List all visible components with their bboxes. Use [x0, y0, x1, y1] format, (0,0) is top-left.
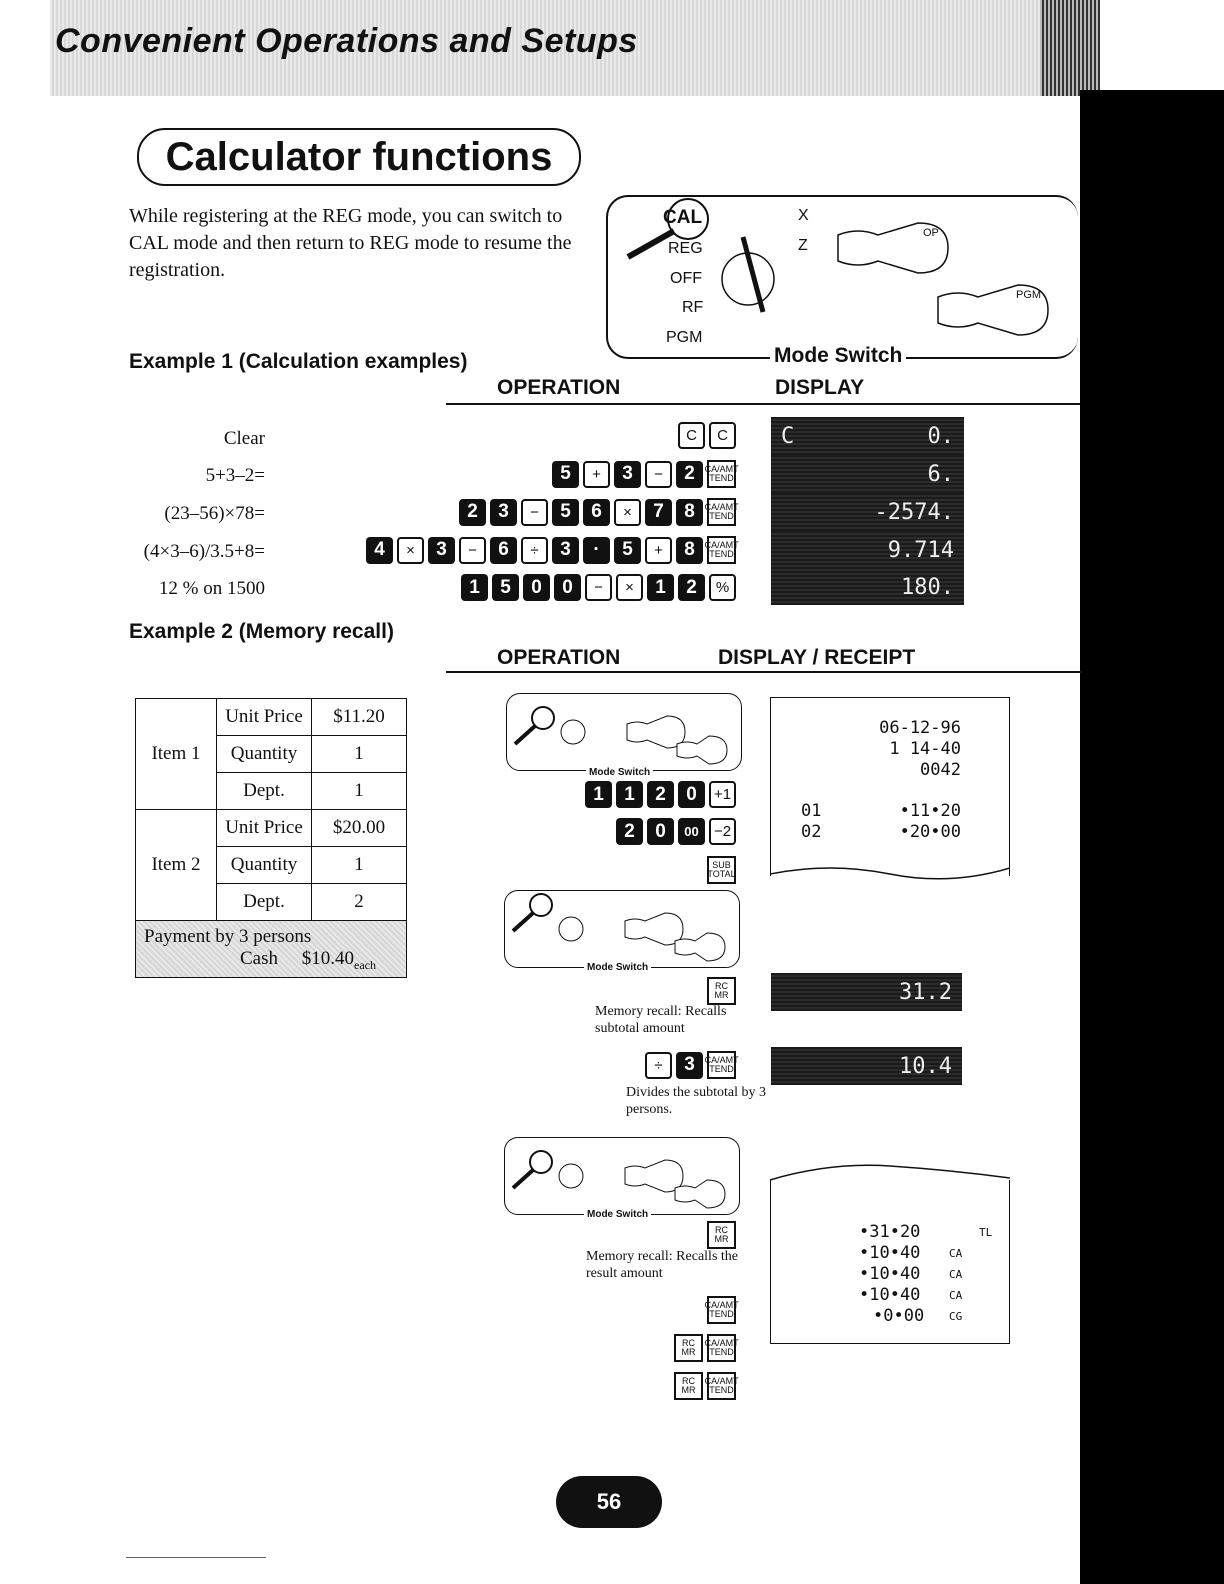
key-c: C [678, 422, 705, 449]
item1-label: Item 1 [136, 699, 217, 810]
mode-switch-box [606, 195, 1078, 359]
display-product [771, 493, 964, 531]
key-4: 4 [366, 537, 393, 564]
receipt1-line2-dept: 02 [801, 822, 822, 842]
key-ca-amt-tend: CA/AMT TEND [707, 1372, 736, 1400]
example1-display-header: DISPLAY [775, 376, 865, 399]
key-multiply: × [614, 499, 641, 526]
receipt2-line2-amount: •10•40 [859, 1243, 921, 1263]
item1-unit-price: $11.20 [312, 699, 407, 736]
key-ca-amt-tend: CA/AMT TEND [707, 1051, 736, 1079]
key-1: 1 [647, 574, 674, 601]
op-keys-subtotal [660, 856, 736, 884]
payment-cash-line [144, 948, 398, 973]
receipt1-line2-amount: •20•00 [899, 822, 961, 842]
intro-text: While registering at the REG mode, you can switch to CAL mode and then return to REG mode to resume the registration. [129, 205, 572, 281]
display-sum-value: 6. [927, 461, 954, 487]
key-multiply: × [616, 574, 643, 601]
mode-reg-label: REG [668, 240, 703, 257]
op-keys-item2 [560, 818, 736, 845]
key-ca-amt-tend: CA/AMT TEND [707, 536, 736, 564]
key-minus: − [459, 537, 486, 564]
mini-mode-label-2: Mode Switch [584, 962, 651, 973]
receipt2-line4-mark: CA [949, 1289, 963, 1302]
mini-mode-switch-reg-1 [506, 693, 742, 771]
receipt2-line2 [771, 1243, 1009, 1264]
receipt2-line3-amount: •10•40 [859, 1264, 921, 1284]
receipt2-line1 [771, 1222, 1009, 1243]
mode-rf-label: RF [682, 299, 704, 316]
key-sub-total: SUB TOTAL [707, 856, 736, 884]
item2-quantity-label: Quantity [217, 847, 312, 884]
item2-quantity: 1 [312, 847, 407, 884]
op-keys-mr-1 [700, 977, 736, 1005]
right-black-bar [1080, 90, 1224, 1584]
op-keys-product [380, 498, 739, 526]
key-ca-amt-tend: CA/AMT TEND [707, 1334, 736, 1362]
receipt1-line1 [771, 781, 1009, 822]
example2-operation-header: OPERATION [497, 646, 621, 669]
key-minus-2: −2 [709, 818, 736, 845]
cash-amount: $10.40 [301, 947, 354, 969]
mini-mode-label-3: Mode Switch [584, 1209, 651, 1220]
display-percent [771, 569, 964, 605]
receipt1-tear-edge [770, 860, 1010, 890]
display-division [771, 531, 964, 569]
key-7: 7 [645, 499, 672, 526]
display-sum [771, 455, 964, 493]
key-plus: + [645, 537, 672, 564]
op-keys-mr-tend-2 [630, 1372, 739, 1400]
header-title: Convenient Operations and Setups [55, 22, 638, 60]
mini-mode-illustration [505, 1138, 739, 1214]
receipt1-line1-dept: 01 [801, 801, 822, 821]
key-5: 5 [552, 461, 579, 488]
display-subtotal [771, 973, 962, 1011]
key-divide: ÷ [521, 537, 548, 564]
receipt2-line5-mark: CG [949, 1310, 963, 1323]
key-0: 0 [523, 574, 550, 601]
key-plus: + [583, 461, 610, 488]
key-3: 3 [676, 1052, 703, 1079]
key-8: 8 [676, 499, 703, 526]
row-label-product: (23–56)×78= [164, 503, 265, 524]
mode-cal-label: CAL [663, 207, 703, 228]
key-3: 3 [552, 537, 579, 564]
receipt1-line1-amount: •11•20 [899, 801, 961, 821]
key-2: 2 [616, 818, 643, 845]
mode-z-label: Z [798, 237, 808, 254]
item1-unit-price-label: Unit Price [217, 699, 312, 736]
key-minus: − [585, 574, 612, 601]
key-3: 3 [614, 461, 641, 488]
key-dot: · [583, 537, 610, 564]
item2-unit-price-label: Unit Price [217, 810, 312, 847]
receipt1-number: 0042 [920, 760, 961, 780]
receipt2-line4 [771, 1285, 1009, 1306]
key-5: 5 [492, 574, 519, 601]
note-divide: Divides the subtotal by 3 persons. [626, 1085, 766, 1117]
example2-rule [446, 671, 1082, 673]
key-rc-mr: RC MR [707, 977, 736, 1005]
mini-mode-switch-cal [504, 890, 740, 968]
items-table [135, 698, 407, 978]
mode-x-label: X [798, 207, 809, 224]
key-0: 0 [678, 781, 705, 808]
display-subtotal-value: 31.2 [899, 979, 952, 1005]
receipt1-date: 06-12-96 [879, 718, 961, 738]
payment-cell [136, 921, 407, 978]
receipt2-tear-edge [770, 1162, 1010, 1182]
item1-quantity-label: Quantity [217, 736, 312, 773]
op-keys-mr-tend-1 [630, 1334, 739, 1362]
key-8: 8 [676, 537, 703, 564]
key-c: C [709, 422, 736, 449]
item2-dept: 2 [312, 884, 407, 921]
op-keys-divide [600, 1051, 739, 1079]
op-keys-sum [440, 460, 739, 488]
example2-title: Example 2 (Memory recall) [129, 620, 394, 643]
key-plus-1: +1 [709, 781, 736, 808]
op-keys-clear [600, 422, 736, 449]
footer-rule [126, 1557, 266, 1558]
mini-mode-illustration [507, 694, 741, 770]
mini-mode-illustration [505, 891, 739, 967]
example1-rule [446, 403, 1080, 405]
key-1: 1 [616, 781, 643, 808]
section-title: Calculator functions [137, 128, 581, 186]
key-1: 1 [461, 574, 488, 601]
receipt2-line3 [771, 1264, 1009, 1285]
cash-each: each [354, 957, 376, 972]
display-percent-value: 180. [901, 574, 954, 600]
op-keys-mr-2 [700, 1221, 736, 1249]
key-ca-amt-tend: CA/AMT TEND [707, 498, 736, 526]
display-clear-left: C [781, 423, 795, 449]
key-percent: % [709, 574, 736, 601]
mode-switch-label: Mode Switch [770, 344, 906, 368]
display-product-value: -2574. [874, 499, 954, 525]
key-0: 0 [647, 818, 674, 845]
row-label-division: (4×3–6)/3.5+8= [143, 541, 265, 562]
receipt2-line5-amount: •0•00 [873, 1306, 925, 1326]
key-6: 6 [490, 537, 517, 564]
key-ca-amt-tend: CA/AMT TEND [707, 460, 736, 488]
op-keys-tend-1 [660, 1296, 739, 1324]
key-3: 3 [490, 499, 517, 526]
receipt2-line1-mark: TL [979, 1226, 993, 1239]
key-minus: − [645, 461, 672, 488]
receipt2-line5 [771, 1306, 1009, 1327]
receipt1-line2 [771, 822, 1009, 843]
key-1: 1 [585, 781, 612, 808]
key-op-label: OP [923, 227, 939, 239]
key-rc-mr: RC MR [674, 1334, 703, 1362]
key-rc-mr: RC MR [674, 1372, 703, 1400]
example1-operation-header: OPERATION [497, 376, 621, 399]
key-pgm-label: PGM [1016, 289, 1042, 301]
key-2: 2 [647, 781, 674, 808]
receipt1-time: 1 14-40 [889, 739, 961, 759]
key-5: 5 [552, 499, 579, 526]
key-00: 00 [678, 818, 705, 845]
display-clear [771, 417, 964, 455]
receipt2-lines [771, 1180, 1009, 1327]
row-label-clear: Clear [223, 428, 265, 449]
display-result [771, 1047, 962, 1085]
key-ca-amt-tend: CA/AMT TEND [707, 1296, 736, 1324]
receipt2-line4-amount: •10•40 [859, 1285, 921, 1305]
example1-title: Example 1 (Calculation examples) [129, 350, 468, 373]
key-2: 2 [678, 574, 705, 601]
display-clear-value: 0. [927, 423, 954, 449]
receipt2-line3-mark: CA [949, 1268, 963, 1281]
op-keys-percent [420, 574, 736, 601]
page-number: 56 [556, 1476, 662, 1528]
key-3: 3 [428, 537, 455, 564]
key-multiply: × [397, 537, 424, 564]
item2-label: Item 2 [136, 810, 217, 921]
mini-mode-label-1: Mode Switch [586, 767, 653, 778]
key-5: 5 [614, 537, 641, 564]
item1-dept: 1 [312, 773, 407, 810]
note-recall-subtotal: Memory recall: Recalls subtotal amount [595, 1004, 727, 1036]
mode-off-label: OFF [670, 270, 702, 287]
mode-pgm-label: PGM [666, 329, 703, 346]
row-label-sum: 5+3–2= [205, 465, 265, 486]
key-2: 2 [676, 461, 703, 488]
op-keys-item1 [560, 781, 736, 808]
cash-label: Cash [240, 947, 278, 969]
key-2: 2 [459, 499, 486, 526]
key-6: 6 [583, 499, 610, 526]
item1-quantity: 1 [312, 736, 407, 773]
receipt-2 [770, 1180, 1010, 1344]
receipt2-line2-mark: CA [949, 1247, 963, 1260]
op-keys-division [300, 536, 739, 564]
row-label-percent: 12 % on 1500 [158, 578, 265, 599]
item1-dept-label: Dept. [217, 773, 312, 810]
key-divide: ÷ [645, 1052, 672, 1079]
key-minus: − [521, 499, 548, 526]
item2-unit-price: $20.00 [312, 810, 407, 847]
display-division-value: 9.714 [887, 537, 954, 563]
key-rc-mr: RC MR [707, 1221, 736, 1249]
note-recall-result: Memory recall: Recalls the result amount [586, 1249, 738, 1281]
payment-text: Payment by 3 persons [144, 925, 312, 947]
receipt2-line1-amount: •31•20 [859, 1222, 921, 1242]
key-0: 0 [554, 574, 581, 601]
receipt-1 [770, 697, 1010, 876]
item2-dept-label: Dept. [217, 884, 312, 921]
mini-mode-switch-reg-2 [504, 1137, 740, 1215]
example2-display-header: DISPLAY / RECEIPT [718, 646, 916, 669]
header-edge [1040, 0, 1100, 96]
display-result-value: 10.4 [899, 1053, 952, 1079]
